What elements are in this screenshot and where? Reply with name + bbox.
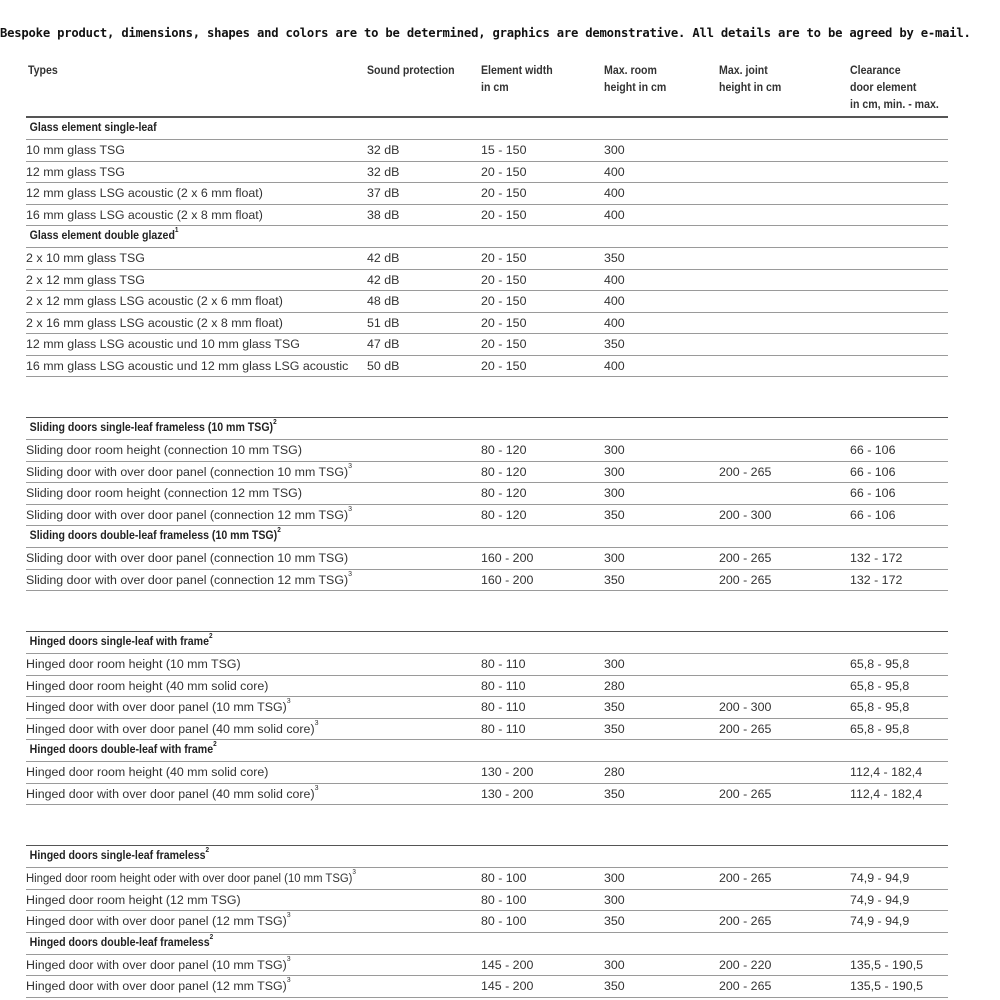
- footnote-marker: 2: [273, 419, 277, 426]
- sound-protection-cell: 48 dB: [367, 294, 400, 308]
- disclaimer-notice: Bespoke product, dimensions, shapes and colors are to be determined, graphics are demonstrative. All details are to be agreed by e-mail.: [0, 26, 971, 40]
- table-row: [26, 334, 948, 356]
- table-row: [26, 784, 948, 806]
- type-label: 2 x 12 mm glass LSG acoustic (2 x 6 mm float): [26, 294, 283, 308]
- section-heading: [26, 632, 948, 654]
- max-room-height-cell: 300: [604, 957, 625, 972]
- element-width-cell: 160 - 200: [481, 551, 534, 565]
- section-title: Hinged doors double-leaf with frame: [29, 744, 214, 756]
- element-width-cell: 145 - 200: [481, 957, 534, 972]
- table-row: [26, 162, 948, 184]
- type-label: Hinged door room height (40 mm solid core): [26, 678, 269, 693]
- clearance-cell: 66 - 106: [850, 443, 896, 457]
- footnote-marker: 3: [348, 505, 352, 513]
- table-row: [26, 570, 948, 592]
- max-room-height-cell: 400: [604, 164, 625, 179]
- type-label: Hinged door with over door panel (10 mm TSG): [26, 957, 287, 972]
- type-cell: [26, 356, 348, 376]
- type-label: Sliding door with over door panel (connection 10 mm TSG): [26, 464, 349, 479]
- footnote-marker: 3: [314, 784, 319, 792]
- max-room-height-cell: 350: [604, 979, 625, 993]
- max-joint-height-cell: 200 - 265: [719, 914, 772, 928]
- element-width-cell: 20 - 150: [481, 186, 527, 200]
- type-cell: [26, 483, 302, 503]
- table-row: [26, 762, 948, 784]
- type-cell: [26, 140, 125, 160]
- element-width-cell: 130 - 200: [481, 765, 534, 779]
- element-width-cell: 15 - 150: [481, 143, 527, 157]
- type-label: 2 x 16 mm glass LSG acoustic (2 x 8 mm float): [26, 315, 283, 330]
- sound-protection-cell: 37 dB: [367, 186, 400, 200]
- element-width-cell: 20 - 150: [481, 315, 527, 330]
- type-cell: [26, 183, 263, 203]
- element-width-cell: 80 - 100: [481, 871, 527, 885]
- section-heading: [26, 933, 948, 955]
- max-joint-height-cell: 200 - 265: [719, 464, 772, 479]
- table-row: [26, 140, 948, 162]
- sound-protection-cell: 38 dB: [367, 207, 400, 222]
- max-room-height-cell: 300: [604, 443, 625, 457]
- clearance-cell: 132 - 172: [850, 572, 903, 587]
- max-room-height-cell: 350: [604, 337, 625, 351]
- section-heading: [26, 117, 948, 140]
- section-spacer: [26, 805, 948, 846]
- table-header: [26, 58, 948, 117]
- table-row: [26, 955, 948, 977]
- element-width-cell: 80 - 100: [481, 892, 527, 907]
- type-cell: [26, 570, 352, 590]
- element-width-cell: 80 - 110: [481, 721, 526, 736]
- element-width-cell: 80 - 110: [481, 700, 526, 714]
- type-label: 16 mm glass LSG acoustic (2 x 8 mm float): [26, 207, 263, 222]
- element-width-cell: 80 - 120: [481, 507, 527, 522]
- table-row: [26, 697, 948, 719]
- header-max-joint-height: Max. joint height in cm: [719, 65, 782, 94]
- table-row: [26, 505, 948, 527]
- max-room-height-cell: 280: [604, 765, 625, 779]
- type-cell: [26, 462, 352, 482]
- type-label: 2 x 10 mm glass TSG: [26, 251, 145, 265]
- clearance-cell: 112,4 - 182,4: [850, 765, 923, 779]
- type-label: Sliding door with over door panel (connection 12 mm TSG): [26, 572, 349, 587]
- max-room-height-cell: 300: [604, 551, 625, 565]
- table-body: [26, 117, 948, 998]
- sound-protection-cell: 47 dB: [367, 337, 400, 351]
- table-row: [26, 911, 948, 933]
- type-cell: [26, 270, 145, 290]
- footnote-marker: 3: [348, 570, 352, 578]
- footnote-marker: 2: [209, 933, 214, 941]
- type-cell: [26, 911, 291, 931]
- type-label: Hinged door with over door panel (40 mm solid core): [26, 721, 315, 736]
- type-cell: [26, 248, 145, 268]
- max-joint-height-cell: 200 - 300: [719, 507, 772, 522]
- footnote-marker: 3: [286, 912, 291, 919]
- table-row: [26, 291, 948, 313]
- footnote-marker: 2: [205, 847, 210, 854]
- max-joint-height-cell: 200 - 265: [719, 786, 772, 801]
- table-row: [26, 313, 948, 335]
- section-title: Sliding doors double-leaf frameless (10 mm TSG): [29, 530, 278, 542]
- footnote-marker: 3: [286, 955, 291, 963]
- element-width-cell: 80 - 120: [481, 486, 527, 500]
- type-cell: [26, 654, 241, 674]
- type-cell: [26, 784, 318, 804]
- max-joint-height-cell: 200 - 265: [719, 572, 772, 587]
- element-width-cell: 130 - 200: [481, 786, 534, 801]
- type-cell: [26, 440, 302, 460]
- max-room-height-cell: 350: [604, 914, 625, 928]
- section-heading: [26, 226, 948, 248]
- footnote-marker: 3: [352, 869, 356, 876]
- element-width-cell: 20 - 150: [481, 294, 527, 308]
- type-label: Hinged door with over door panel (12 mm TSG): [26, 979, 287, 993]
- type-cell: [26, 291, 283, 311]
- sound-protection-cell: 51 dB: [367, 315, 400, 330]
- type-cell: [26, 890, 241, 910]
- section-title: Hinged doors single-leaf with frame: [29, 636, 209, 648]
- footnote-marker: 1: [174, 227, 179, 234]
- type-cell: [26, 548, 348, 568]
- table-row: [26, 976, 948, 998]
- sound-protection-cell: 32 dB: [367, 143, 400, 157]
- table-row: [26, 654, 948, 676]
- max-room-height-cell: 350: [604, 251, 625, 265]
- type-cell: [26, 955, 291, 975]
- type-cell: [26, 976, 291, 996]
- section-title: Glass element single-leaf: [29, 122, 157, 134]
- table-row: [26, 483, 948, 505]
- section-spacer: [26, 591, 948, 632]
- table-row: [26, 462, 948, 484]
- sound-protection-cell: 42 dB: [367, 251, 400, 265]
- clearance-cell: 74,9 - 94,9: [850, 871, 910, 885]
- max-room-height-cell: 400: [604, 315, 625, 330]
- type-label: Hinged door room height oder with over door panel (10 mm TSG): [26, 871, 353, 885]
- specifications-table: [26, 58, 948, 998]
- type-label: 10 mm glass TSG: [26, 143, 125, 157]
- table-row: [26, 890, 948, 912]
- type-cell: [26, 334, 300, 354]
- element-width-cell: 20 - 150: [481, 358, 527, 373]
- type-cell: [26, 868, 356, 888]
- header-sound-protection: Sound protection: [367, 65, 455, 77]
- footnote-marker: 2: [277, 527, 281, 534]
- max-joint-height-cell: 200 - 220: [719, 957, 772, 972]
- type-cell: [26, 697, 291, 717]
- footnote-marker: 2: [208, 633, 213, 640]
- type-label: Hinged door room height (10 mm TSG): [26, 657, 241, 671]
- type-label: Hinged door with over door panel (10 mm TSG): [26, 700, 287, 714]
- max-room-height-cell: 350: [604, 700, 625, 714]
- max-joint-height-cell: 200 - 300: [719, 700, 772, 714]
- element-width-cell: 80 - 100: [481, 914, 527, 928]
- type-cell: [26, 162, 125, 182]
- max-room-height-cell: 300: [604, 892, 625, 907]
- max-joint-height-cell: 200 - 265: [719, 551, 772, 565]
- max-joint-height-cell: 200 - 265: [719, 871, 772, 885]
- max-room-height-cell: 350: [604, 572, 625, 587]
- clearance-cell: 135,5 - 190,5: [850, 957, 924, 972]
- type-cell: [26, 719, 318, 739]
- header-clearance: Clearance door element in cm, min. - max.: [850, 65, 939, 111]
- footnote-marker: 3: [314, 719, 319, 727]
- type-cell: [26, 313, 283, 333]
- max-joint-height-cell: 200 - 265: [719, 979, 772, 993]
- clearance-cell: 65,8 - 95,8: [850, 678, 910, 693]
- type-label: Hinged door with over door panel (12 mm TSG): [26, 914, 287, 928]
- max-room-height-cell: 350: [604, 786, 625, 801]
- type-label: Sliding door with over door panel (connection 12 mm TSG): [26, 507, 349, 522]
- max-room-height-cell: 300: [604, 464, 625, 479]
- element-width-cell: 20 - 150: [481, 272, 527, 287]
- sound-protection-cell: 50 dB: [367, 358, 400, 373]
- type-label: 16 mm glass LSG acoustic und 12 mm glass LSG acoustic: [26, 358, 349, 373]
- section-title: Hinged doors single-leaf frameless: [29, 850, 206, 862]
- table-row: [26, 356, 948, 378]
- section-heading: [26, 846, 948, 868]
- type-label: Sliding door room height (connection 10 mm TSG): [26, 443, 302, 457]
- max-joint-height-cell: 200 - 265: [719, 721, 772, 736]
- max-room-height-cell: 300: [604, 486, 625, 500]
- element-width-cell: 80 - 110: [481, 657, 526, 671]
- max-room-height-cell: 300: [604, 871, 625, 885]
- type-label: Hinged door room height (40 mm solid core): [26, 765, 269, 779]
- type-label: 2 x 12 mm glass TSG: [26, 272, 145, 287]
- header-max-room-height: Max. room height in cm: [604, 65, 667, 94]
- clearance-cell: 65,8 - 95,8: [850, 700, 910, 714]
- footnote-marker: 2: [213, 741, 217, 748]
- type-label: Hinged door room height (12 mm TSG): [26, 892, 241, 907]
- type-label: 12 mm glass LSG acoustic und 10 mm glass TSG: [26, 337, 300, 351]
- max-room-height-cell: 400: [604, 358, 625, 373]
- clearance-cell: 74,9 - 94,9: [850, 914, 910, 928]
- header-types: Types: [28, 65, 58, 77]
- max-room-height-cell: 400: [604, 294, 625, 308]
- max-room-height-cell: 400: [604, 186, 625, 200]
- section-heading: [26, 740, 948, 762]
- element-width-cell: 145 - 200: [481, 979, 534, 993]
- element-width-cell: 80 - 120: [481, 443, 527, 457]
- clearance-cell: 66 - 106: [850, 464, 896, 479]
- table-row: [26, 548, 948, 570]
- type-cell: [26, 762, 268, 782]
- max-room-height-cell: 400: [604, 272, 625, 287]
- max-room-height-cell: 350: [604, 507, 625, 522]
- table-row: [26, 205, 948, 227]
- clearance-cell: 66 - 106: [850, 507, 896, 522]
- element-width-cell: 20 - 150: [481, 251, 527, 265]
- clearance-cell: 112,4 - 182,4: [850, 786, 923, 801]
- type-cell: [26, 505, 352, 525]
- element-width-cell: 160 - 200: [481, 572, 534, 587]
- table-row: [26, 270, 948, 292]
- table-row: [26, 676, 948, 698]
- sound-protection-cell: 42 dB: [367, 272, 400, 287]
- type-label: 12 mm glass LSG acoustic (2 x 6 mm float): [26, 186, 263, 200]
- type-label: 12 mm glass TSG: [26, 164, 125, 179]
- footnote-marker: 3: [286, 698, 291, 705]
- type-label: Sliding door room height (connection 12 mm TSG): [26, 486, 302, 500]
- max-room-height-cell: 400: [604, 207, 625, 222]
- header-element-width: Element width in cm: [481, 65, 553, 94]
- footnote-marker: 3: [286, 977, 291, 984]
- clearance-cell: 132 - 172: [850, 551, 903, 565]
- table-row: [26, 183, 948, 205]
- table-row: [26, 868, 948, 890]
- element-width-cell: 80 - 120: [481, 464, 527, 479]
- table-row: [26, 248, 948, 270]
- element-width-cell: 20 - 150: [481, 164, 527, 179]
- footnote-marker: 3: [348, 462, 352, 470]
- type-cell: [26, 205, 263, 225]
- max-room-height-cell: 300: [604, 143, 625, 157]
- type-cell: [26, 676, 268, 696]
- clearance-cell: 66 - 106: [850, 486, 896, 500]
- clearance-cell: 74,9 - 94,9: [850, 892, 910, 907]
- section-heading: [26, 418, 948, 440]
- section-title: Glass element double glazed: [29, 230, 175, 242]
- element-width-cell: 20 - 150: [481, 207, 527, 222]
- type-label: Sliding door with over door panel (connection 10 mm TSG): [26, 551, 349, 565]
- element-width-cell: 80 - 110: [481, 678, 526, 693]
- clearance-cell: 65,8 - 95,8: [850, 657, 910, 671]
- section-title: Hinged doors double-leaf frameless: [29, 936, 210, 949]
- max-room-height-cell: 280: [604, 678, 625, 693]
- clearance-cell: 135,5 - 190,5: [850, 979, 924, 993]
- section-title: Sliding doors single-leaf frameless (10 mm TSG): [29, 422, 274, 434]
- clearance-cell: 65,8 - 95,8: [850, 721, 910, 736]
- table-row: [26, 719, 948, 741]
- element-width-cell: 20 - 150: [481, 337, 527, 351]
- section-spacer: [26, 377, 948, 418]
- sound-protection-cell: 32 dB: [367, 164, 400, 179]
- max-room-height-cell: 350: [604, 721, 625, 736]
- type-label: Hinged door with over door panel (40 mm solid core): [26, 786, 315, 801]
- max-room-height-cell: 300: [604, 657, 625, 671]
- section-heading: [26, 526, 948, 548]
- table-row: [26, 440, 948, 462]
